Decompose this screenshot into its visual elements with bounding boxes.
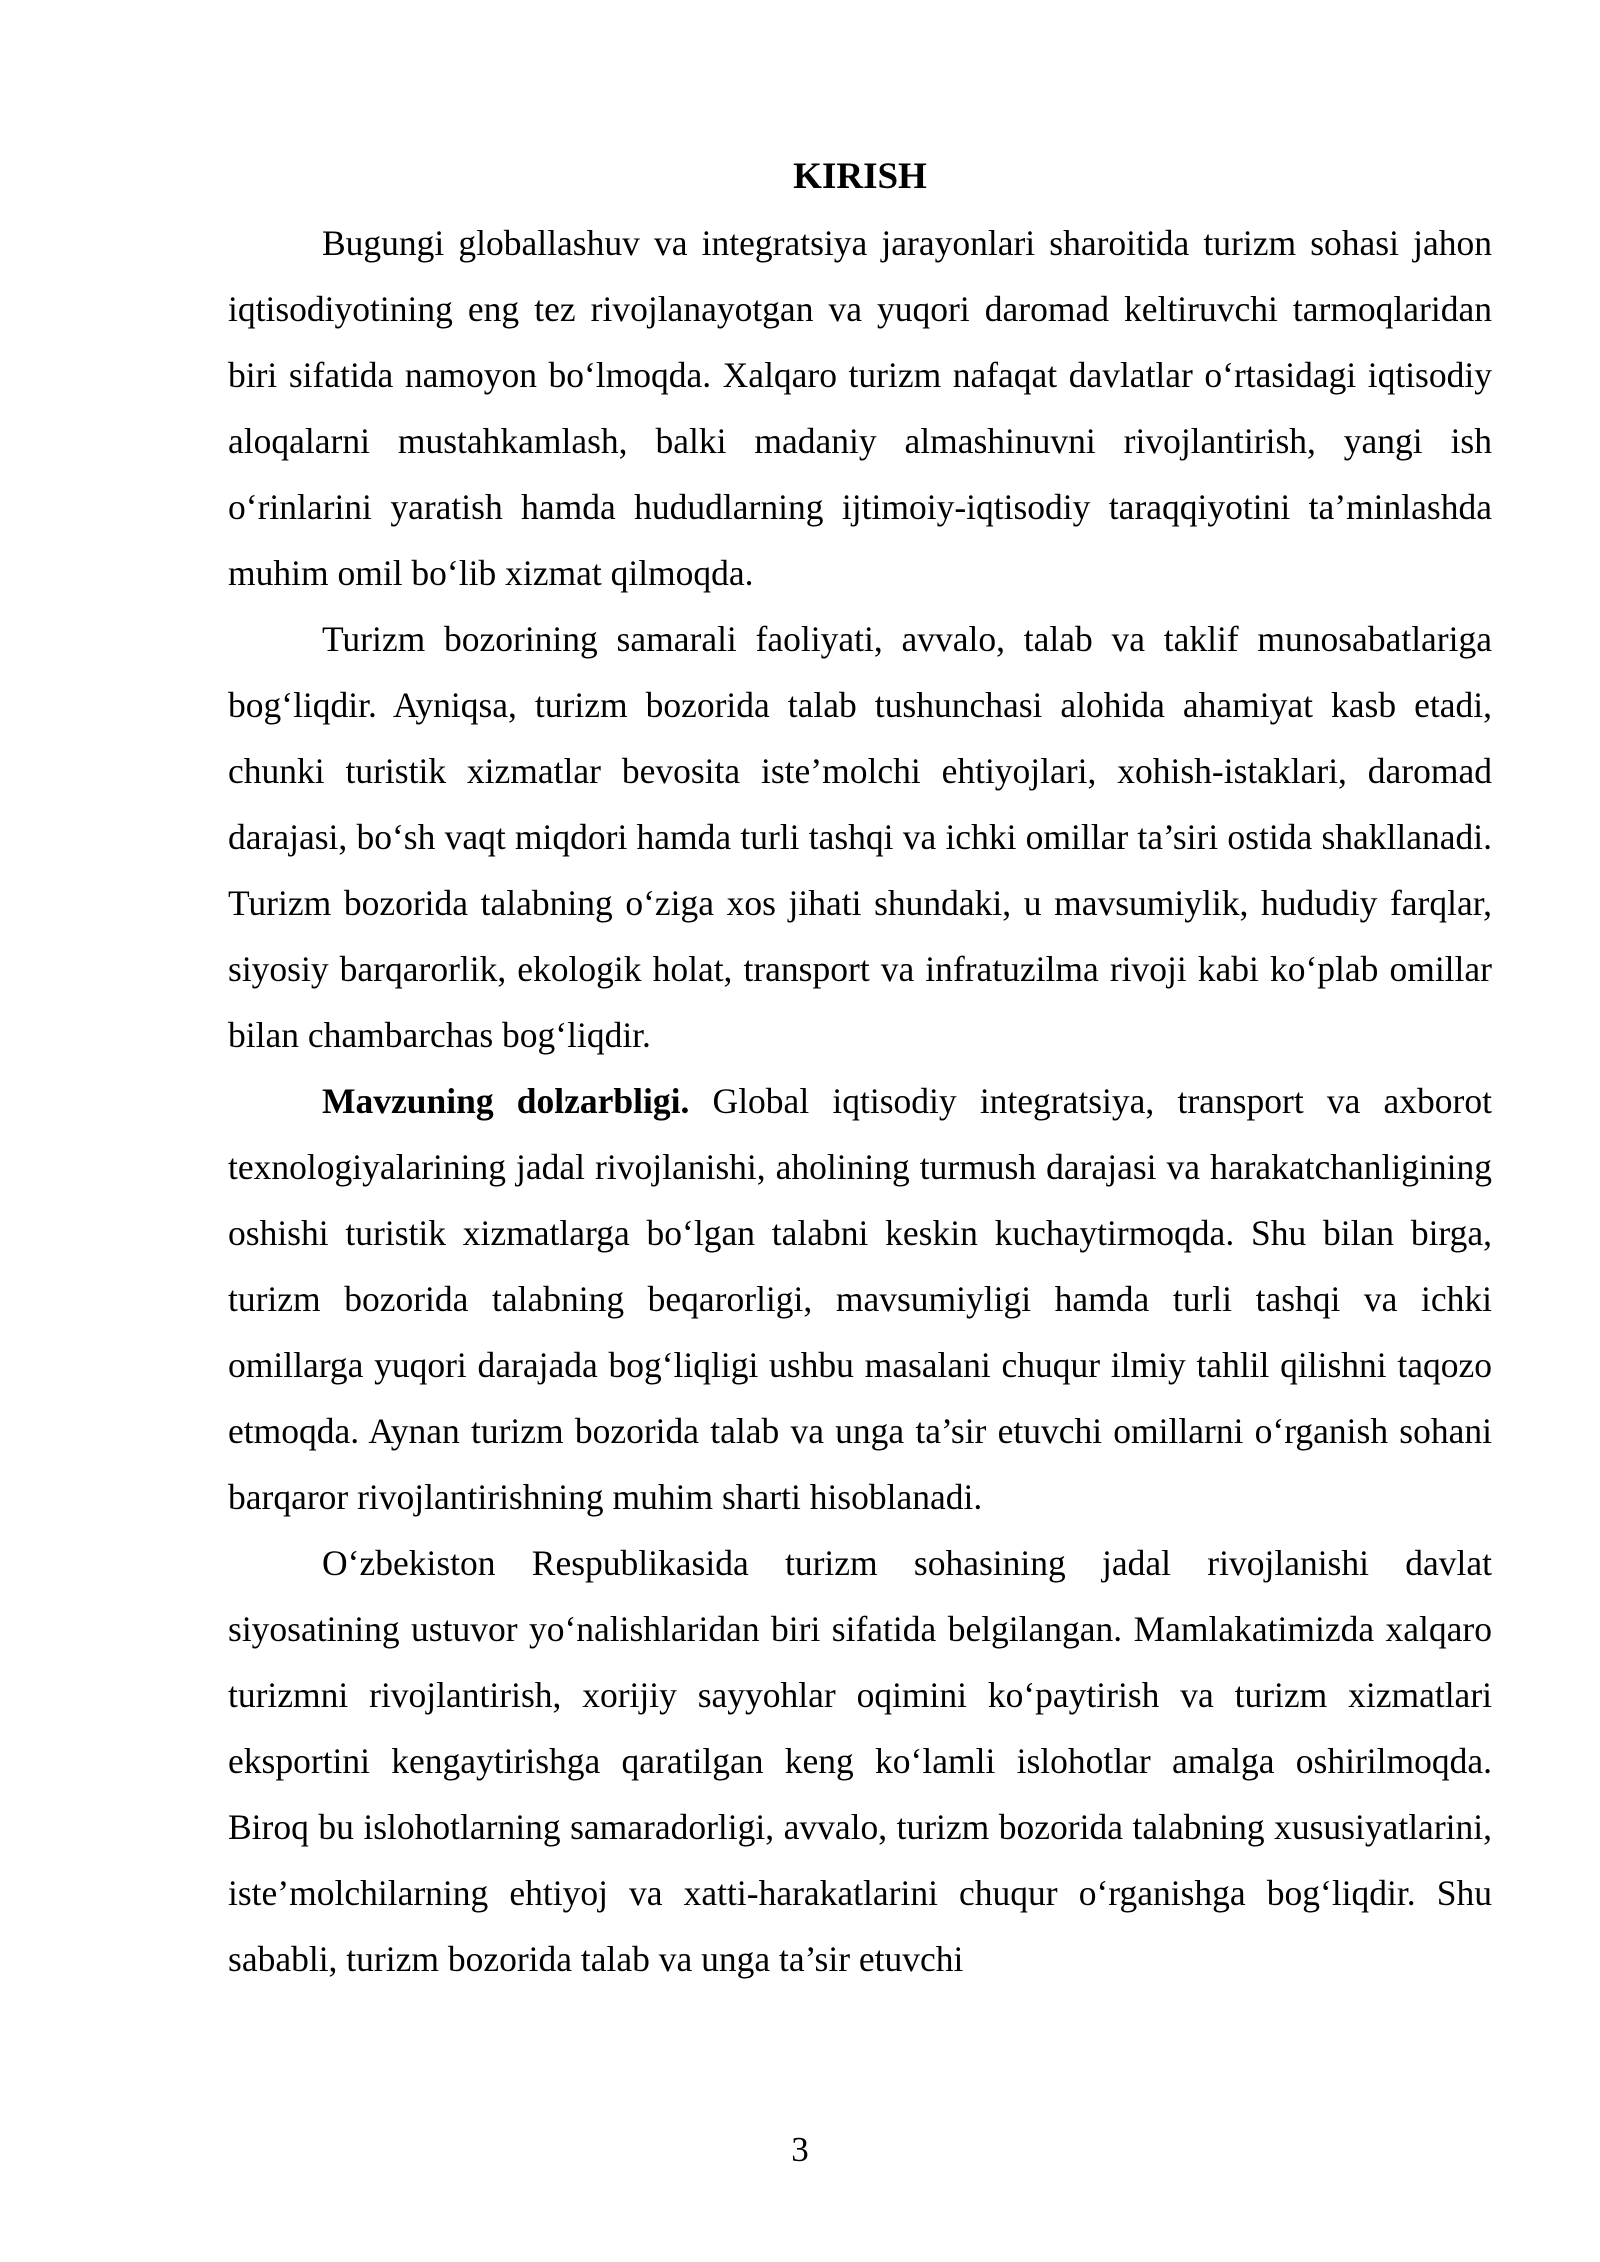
paragraph-3 (228, 1068, 1492, 1530)
page-number: 3 (791, 2130, 809, 2169)
paragraph-1-text: Bugungi globallashuv va integratsiya jarayonlari sharoitida turizm sohasi jahon iqtisodiyotining eng tez rivojlanayotgan va yuqori daromad keltiruvchi tarmoqlaridan biri sifatida namoyon bo‘lmoqda. Xalqaro turizm nafaqat davlatlar o‘rtasidagi iqtisodiy aloqalarni mustahkamlash, balki madaniy almashinuvni rivojlantirish, yangi ish o‘rinlarini yaratish hamda hududlarning ijtimoiy-iqtisodiy taraqqiyotini ta’minlashda muhim omil bo‘lib xizmat qilmoqda. (228, 223, 1492, 593)
page-title: KIRISH (793, 156, 927, 197)
paragraph-1 (228, 210, 1492, 606)
paragraph-2 (228, 606, 1492, 1068)
section-lead-heading: Mavzuning dolzarbligi. (322, 1081, 690, 1121)
paragraph-3-text: Global iqtisodiy integratsiya, transport va axborot texnologiyalarining jadal rivojlanishi, aholining turmush darajasi va harakatchanligining oshishi turistik xizmatlarga bo‘lgan talabni keskin kuchaytirmoqda. Shu bilan birga, turizm bozorida talabning beqarorligi, mavsumiyligi hamda turli tashqi va ichki omillarga yuqori darajada bog‘liqligi ushbu masalani chuqur ilmiy tahlil qilishni taqozo etmoqda. Aynan turizm bozorida talab va unga ta’sir etuvchi omillarni o‘rganish sohani barqaror rivojlantirishning muhim sharti hisoblanadi. (228, 1081, 1492, 1517)
paragraph-4 (228, 1530, 1492, 1992)
paragraph-2-text: Turizm bozorining samarali faoliyati, avvalo, talab va taklif munosabatlariga bog‘liqdir. Ayniqsa, turizm bozorida talab tushunchasi alohida ahamiyat kasb etadi, chunki turistik xizmatlar bevosita iste’molchi ehtiyojlari, xohish-istaklari, daromad darajasi, bo‘sh vaqt miqdori hamda turli tashqi va ichki omillar ta’siri ostida shakllanadi. Turizm bozorida talabning o‘ziga xos jihati shundaki, u mavsumiylik, hududiy farqlar, siyosiy barqarorlik, ekologik holat, transport va infratuzilma rivoji kabi ko‘plab omillar bilan chambarchas bog‘liqdir. (228, 619, 1492, 1055)
page-content (228, 150, 1492, 1992)
paragraph-4-text: O‘zbekiston Respublikasida turizm sohasining jadal rivojlanishi davlat siyosatining ustuvor yo‘nalishlaridan biri sifatida belgilangan. Mamlakatimizda xalqaro turizmni rivojlantirish, xorijiy sayyohlar oqimini ko‘paytirish va turizm xizmatlari eksportini kengaytirishga qaratilgan keng ko‘lamli islohotlar amalga oshirilmoqda. Biroq bu islohotlarning samaradorligi, avvalo, turizm bozorida talabning xususiyatlarini, iste’molchilarning ehtiyoj va xatti-harakatlarini chuqur o‘rganishga bog‘liqdir. Shu sababli, turizm bozorida talab va unga ta’sir etuvchi (228, 1543, 1492, 1979)
